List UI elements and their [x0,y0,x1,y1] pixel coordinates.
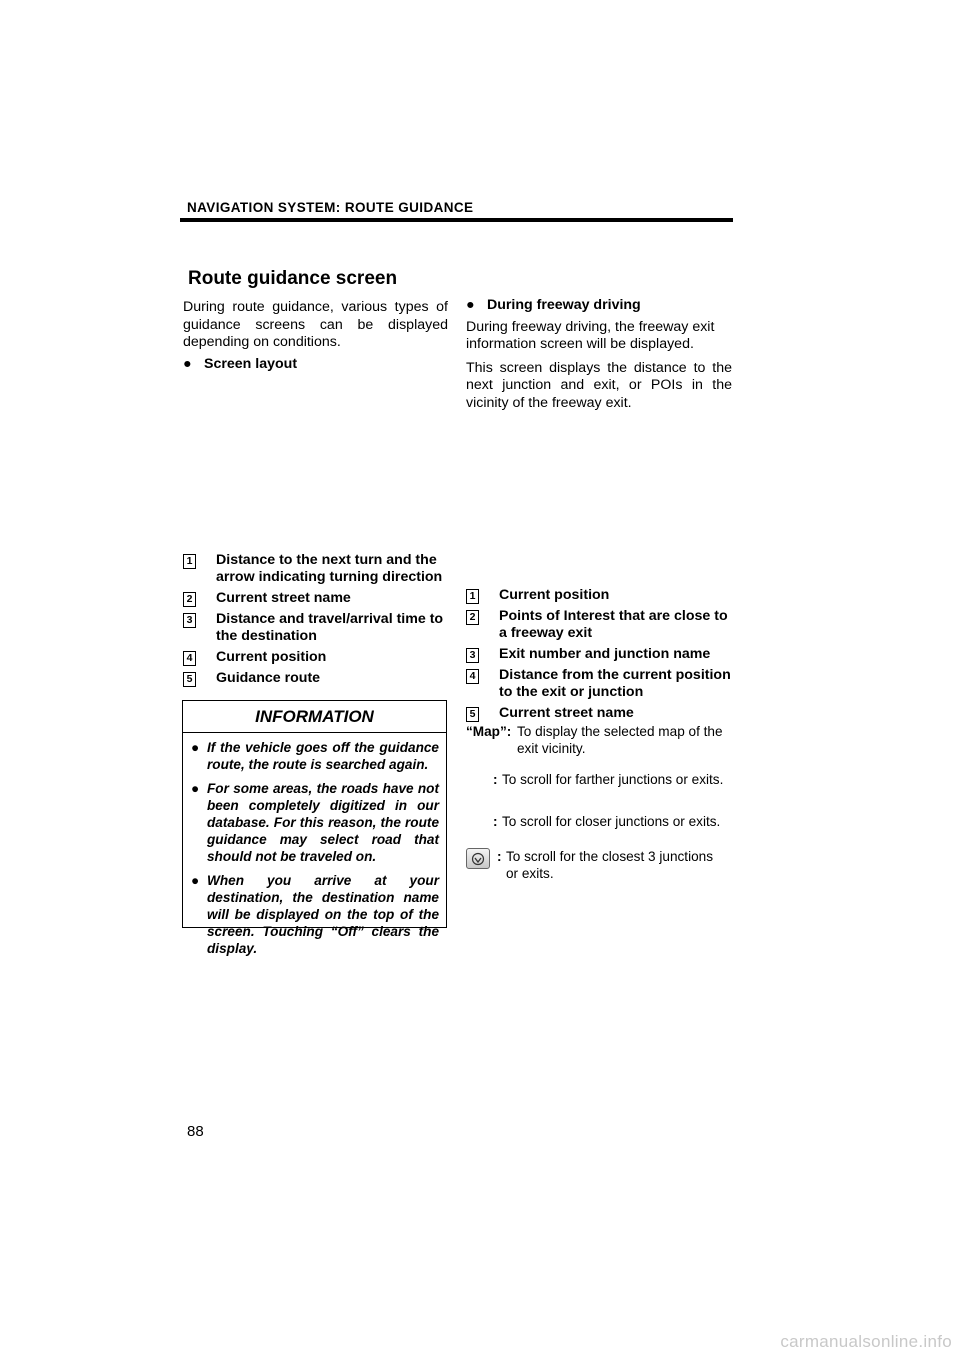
information-text: For some areas, the roads have not been completely digitized in our database. For this reason, the route guidance may select road that should not be traveled on. [207,781,439,864]
colon: : [497,849,502,864]
freeway-heading-label: During freeway driving [487,297,641,313]
list-item-text: Guidance route [216,670,321,686]
list-item-text: Current position [216,649,327,665]
information-item [191,780,439,865]
running-header: NAVIGATION SYSTEM: ROUTE GUIDANCE [187,200,474,215]
farther-button-description [493,771,733,788]
colon: : [493,814,498,829]
callout-number: 3 [183,613,196,628]
list-item-text: Exit number and junction name [499,646,711,662]
screen-layout-label: Screen layout [204,355,298,372]
list-item [183,552,448,586]
right-column [466,297,732,416]
bullet-icon: ● [191,740,200,755]
callout-number: 5 [183,672,196,687]
map-button-description [466,723,734,757]
callout-number: 2 [466,610,479,625]
screen-layout-list [183,552,448,691]
list-item-text: Current street name [499,705,634,721]
list-item [466,587,732,604]
page-number: 88 [187,1123,204,1140]
farther-description: To scroll for farther junctions or exits. [502,772,724,787]
information-text: If the vehicle goes off the guidance route, the route is searched again. [207,740,439,772]
information-text: When you arrive at your destination, the destination name will be displayed on the top of the screen. Touching “Off” clears the display. [207,873,439,956]
information-box [182,700,447,956]
callout-number: 1 [183,554,196,569]
closest-description: To scroll for the closest 3 junctions or exits. [506,849,714,881]
closer-description: To scroll for closer junctions or exits. [502,814,721,829]
callout-number: 4 [466,669,479,684]
list-item [183,670,448,687]
list-item [466,667,732,701]
section-title: Route guidance screen [188,268,398,289]
left-column [183,299,448,373]
list-item [466,705,732,722]
colon: : [493,772,498,787]
bullet-icon: ● [191,781,200,796]
list-item-text: Current position [499,587,610,603]
list-item-text: Distance to the next turn and the arrow indicating turning direction [216,552,443,585]
list-item [466,646,732,663]
callout-number: 2 [183,592,196,607]
list-item [466,608,732,642]
closest-button-description [466,848,734,882]
list-item-text: Current street name [216,590,351,606]
screen-layout-heading [183,356,448,374]
freeway-layout-list [466,587,732,726]
watermark: carmanualsonline.info [780,1332,952,1351]
information-item [191,872,439,957]
bullet-icon: ● [466,297,475,313]
list-item [183,611,448,645]
closer-button-description [493,813,733,830]
header-rule [180,218,733,222]
list-item [183,649,448,666]
map-label: “Map”: [466,724,512,739]
location-arrow-icon [471,852,485,866]
list-item-text: Distance from the current position to the exit or junction [499,667,731,700]
bullet-icon: ● [191,873,200,888]
freeway-heading [466,297,732,315]
callout-number: 1 [466,589,479,604]
list-item [183,590,448,607]
callout-number: 3 [466,648,479,663]
list-item-text: Points of Interest that are close to a freeway exit [499,608,728,641]
callout-number: 5 [466,707,479,722]
bullet-icon: ● [183,355,192,372]
freeway-paragraph-2: This screen displays the distance to the next junction and exit, or POIs in the vicinity of the freeway exit. [466,359,732,411]
map-description: To display the selected map of the exit vicinity. [517,724,723,756]
intro-paragraph: During route guidance, various types of guidance screens can be displayed depending on conditions. [183,299,448,350]
information-item [191,739,439,773]
callout-number: 4 [183,651,196,666]
information-title: INFORMATION [183,701,446,733]
list-item-text: Distance and travel/arrival time to the destination [216,611,444,644]
closest-junction-button-icon [466,848,490,869]
freeway-paragraph-1: During freeway driving, the freeway exit information screen will be displayed. [466,318,715,352]
